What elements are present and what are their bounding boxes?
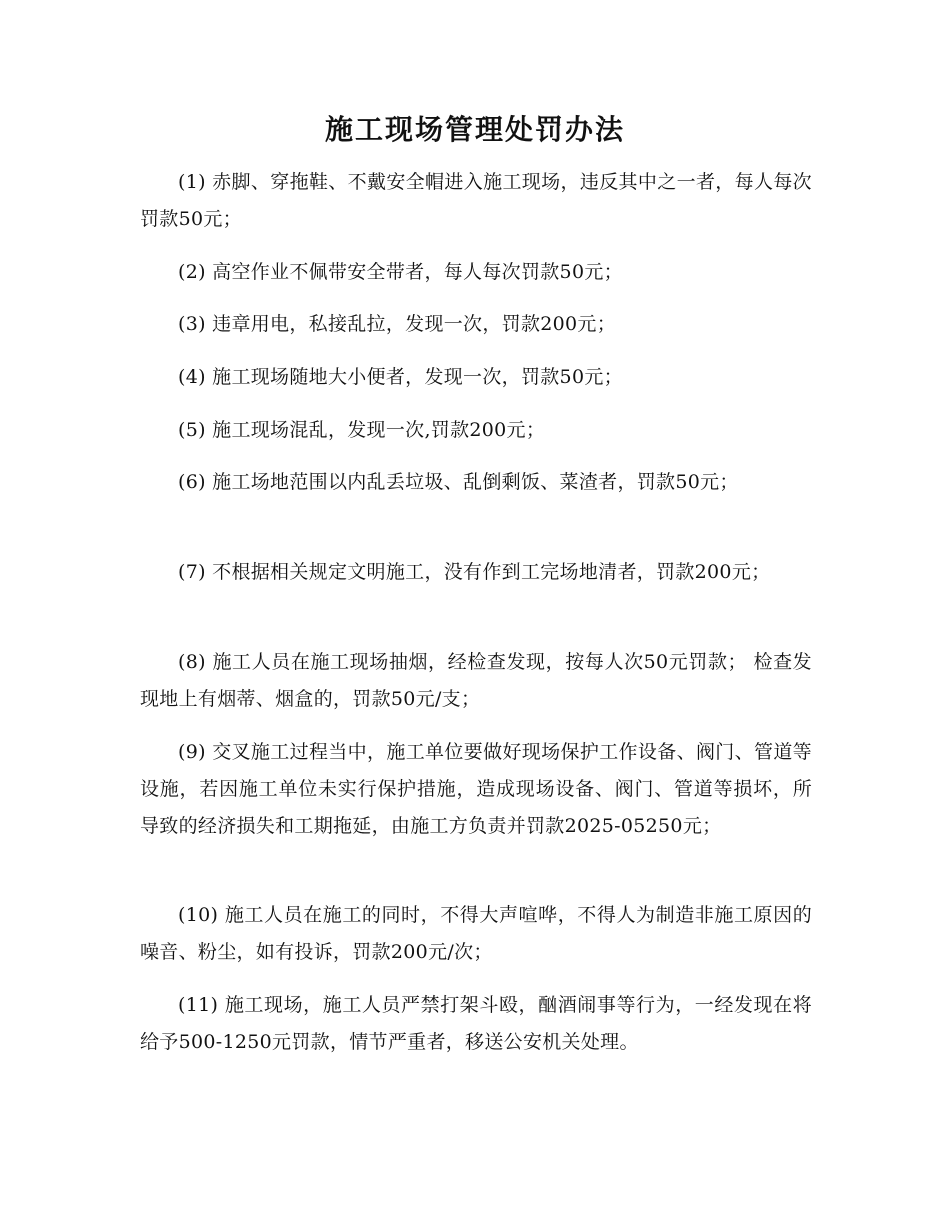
rule-paragraph-7: (7) 不根据相关规定文明施工，没有作到工完场地清者，罚款200元； xyxy=(178,561,771,583)
rule-paragraph-2: (2) 高空作业不佩带安全带者，每人每次罚款50元； xyxy=(178,261,623,283)
rule-paragraph-11: (11) 施工现场，施工人员严禁打架斗殴，酗酒闹事等行为，一经发现在将给予500-1250元罚款，情节严重者，移送公安机关处理。 xyxy=(140,994,812,1053)
rule-paragraph-4: (4) 施工现场随地大小便者，发现一次，罚款50元； xyxy=(178,366,623,388)
rule-paragraph-6: (6) 施工场地范围以内乱丢垃圾、乱倒剩饭、菜渣者，罚款50元； xyxy=(178,471,739,493)
rule-paragraph-5: (5) 施工现场混乱，发现一次,罚款200元； xyxy=(178,419,546,441)
rule-paragraph-9: (9) 交叉施工过程当中，施工单位要做好现场保护工作设备、阀门、管道等设施，若因施工单位未实行保护措施，造成现场设备、阀门、管道等损坏，所导致的经济损失和工期拖延，由施工方负责并罚款2025-05250元； xyxy=(140,741,812,837)
document-title: 施工现场管理处罚办法 xyxy=(324,113,625,146)
rule-paragraph-3: (3) 违章用电，私接乱拉，发现一次，罚款200元； xyxy=(178,313,617,335)
rule-paragraph-1: (1) 赤脚、穿拖鞋、不戴安全帽进入施工现场，违反其中之一者，每人每次罚款50元； xyxy=(140,171,812,230)
rule-paragraph-8: (8) 施工人员在施工现场抽烟，经检查发现，按每人次50元罚款； 检查发现地上有烟蒂、烟盒的，罚款50元/支； xyxy=(140,651,812,710)
rule-paragraph-10: (10) 施工人员在施工的同时，不得大声喧哗，不得人为制造非施工原因的噪音、粉尘，如有投诉，罚款200元/次； xyxy=(140,904,812,963)
